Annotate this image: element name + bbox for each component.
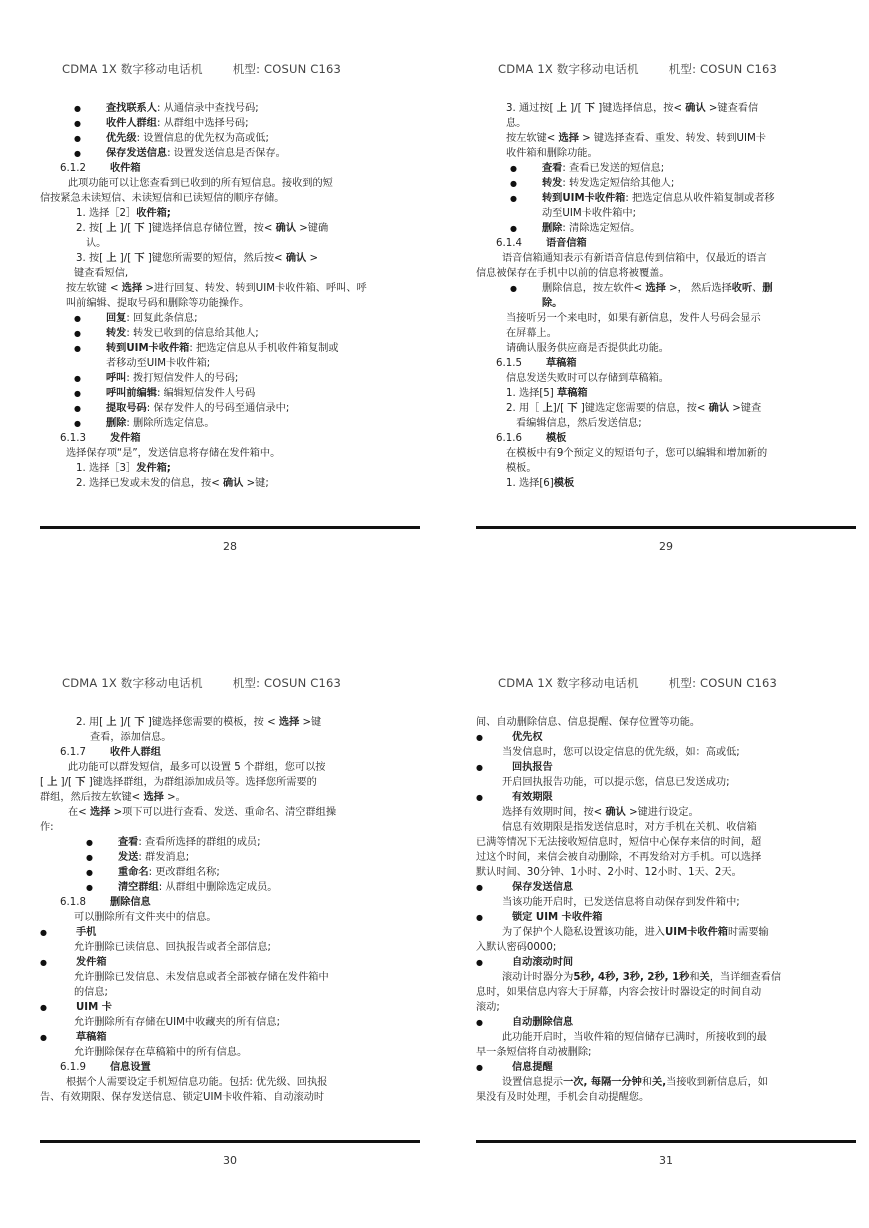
section-heading: 6.1.5 草稿箱 <box>496 358 577 369</box>
list-item-text: 的信息; <box>74 987 108 998</box>
step-line: 2. 按[ 上 ]/[ 下 ]键选择信息存储位置，按< 确认 >键确 <box>76 223 329 234</box>
list-item: ● 查看: 查看所选择的群组的成员; <box>40 835 422 850</box>
page-number: 28 <box>223 540 237 553</box>
list-item: ● 转发: 转发选定短信给其他人; <box>476 176 858 191</box>
step-line: 1. 选择[5] 草稿箱 <box>506 388 588 399</box>
list-item: ● 自动删除信息 <box>476 1015 858 1030</box>
paragraph-line: 请确认服务供应商是否提供此功能。 <box>506 343 669 354</box>
list-item: ● 重命名: 更改群组名称; <box>40 865 422 880</box>
list-item-text: 设置信息提示一次, 每隔一分钟和关,当接收到新信息后，如 <box>502 1077 768 1088</box>
paragraph-line: [ 上 ]/[ 下 ]键选择群组，为群组添加成员等。选择您所需要的 <box>40 777 317 788</box>
paragraph-line: 当接听另一个来电时，如果有新信息，发件人号码会显示 <box>506 313 761 324</box>
list-item-continuation: 动至UIM卡收件箱中; <box>542 208 636 219</box>
step-line: 看编辑信息，然后发送信息; <box>516 418 642 429</box>
list-item: ● 回执报告 <box>476 760 858 775</box>
page-header <box>498 62 777 77</box>
list-item: ● 清空群组: 从群组中删除选定成员。 <box>40 880 422 895</box>
paragraph-line: 在模板中有9个预定义的短语句子，您可以编辑和增加新的 <box>506 448 768 459</box>
page-content <box>40 715 422 1105</box>
header-model: 机型: COSUN C163 <box>232 676 342 690</box>
paragraph-line: 语音信箱通知表示有新语音信息传到信箱中，仅最近的语言 <box>502 253 767 264</box>
paragraph-line: 告、有效期限、保存发送信息、锁定UIM卡收件箱、自动滚动时 <box>40 1092 325 1103</box>
page-content <box>40 101 422 491</box>
section-heading: 6.1.3 发件箱 <box>60 433 141 444</box>
paragraph-line: 收件箱和删除功能。 <box>506 148 598 159</box>
section-heading: 6.1.2 收件箱 <box>60 163 141 174</box>
list-item-text: 当该功能开启时，已发送信息将自动保存到发件箱中; <box>502 897 740 908</box>
step-line: 键查看短信, <box>74 268 129 279</box>
section-heading: 6.1.4 语音信箱 <box>496 238 587 249</box>
list-item: ● 提取号码: 保存发件人的号码至通信录中; <box>40 401 422 416</box>
list-item: ● 保存发送信息 <box>476 880 858 895</box>
list-item-text: 允许删除已读信息、回执报告或者全部信息; <box>74 942 271 953</box>
paragraph-line: 间、自动删除信息、信息提醒、保存位置等功能。 <box>476 717 701 728</box>
header-title: CDMA 1X 数字移动电话机 <box>62 62 203 76</box>
list-item: ● 转到UIM卡收件箱: 把选定信息从手机收件箱复制或 <box>40 341 422 356</box>
paragraph-line: 早一条短信将自动被删除; <box>476 1047 592 1058</box>
list-item-text: 允许删除所有存储在UIM中收藏夹的所有信息; <box>74 1017 281 1028</box>
paragraph-line: 叫前编辑、提取号码和删除等功能操作。 <box>66 298 250 309</box>
list-item-continuation: 者移动至UIM卡收件箱; <box>106 358 211 369</box>
header-model: 机型: COSUN C163 <box>668 676 778 690</box>
page-content <box>476 101 858 491</box>
list-item: ● 删除: 清除选定短信。 <box>476 221 858 236</box>
list-item: ● 有效期限 <box>476 790 858 805</box>
section-heading: 6.1.8 删除信息 <box>60 897 151 908</box>
list-item: ● 呼叫: 拨打短信发件人的号码; <box>40 371 422 386</box>
list-item: ● 查找联系人: 从通信录中查找号码; <box>40 101 422 116</box>
section-heading: 6.1.9 信息设置 <box>60 1062 151 1073</box>
page-header <box>498 676 777 691</box>
paragraph-line: 入默认密码0000; <box>476 942 557 953</box>
footer-rule <box>476 526 856 529</box>
paragraph-line: 信息发送失败时可以存储到草稿箱。 <box>506 373 669 384</box>
paragraph-line: 在< 选择 >项下可以进行查看、发送、重命名、清空群组操 <box>68 807 337 818</box>
paragraph-line: 模板。 <box>506 463 537 474</box>
list-item: ● 保存发送信息: 设置发送信息是否保存。 <box>40 146 422 161</box>
list-item: ● 转到UIM卡收件箱: 把选定信息从收件箱复制或者移 <box>476 191 858 206</box>
list-item-text: 此功能开启时，当收件箱的短信储存已满时，所接收到的最 <box>502 1032 767 1043</box>
footer-rule <box>476 1140 856 1143</box>
step-line: 3. 按[ 上 ]/[ 下 ]键您所需要的短信，然后按< 确认 > <box>76 253 318 264</box>
list-item: ● 手机 <box>40 925 422 940</box>
header-model: 机型: COSUN C163 <box>232 62 342 76</box>
list-item: ● 查看: 查看已发送的短信息; <box>476 161 858 176</box>
page-number: 31 <box>659 1154 673 1167</box>
list-item: ● 转发: 转发已收到的信息给其他人; <box>40 326 422 341</box>
step-line: 认。 <box>86 238 107 249</box>
paragraph-line: 按左软键< 选择 > 键选择查看、重发、转发、转到UIM卡 <box>506 133 766 144</box>
page-header <box>62 62 341 77</box>
page-header <box>62 676 341 691</box>
list-item: ● 收件人群组: 从群组中选择号码; <box>40 116 422 131</box>
list-item-text: 允许删除已发信息、未发信息或者全部被存储在发件箱中 <box>74 972 329 983</box>
page-content <box>476 715 858 1105</box>
paragraph-line: 此项功能可以让您查看到已收到的所有短信息。接收到的短 <box>68 178 333 189</box>
section-heading: 6.1.7 收件人群组 <box>60 747 161 758</box>
header-model: 机型: COSUN C163 <box>668 62 778 76</box>
list-item-text: 允许删除保存在草稿箱中的所有信息。 <box>74 1047 248 1058</box>
section-heading: 6.1.6 模板 <box>496 433 567 444</box>
paragraph-line: 在屏幕上。 <box>506 328 557 339</box>
list-item: ● 发送: 群发消息; <box>40 850 422 865</box>
list-item: ● 锁定 UIM 卡收件箱 <box>476 910 858 925</box>
header-title: CDMA 1X 数字移动电话机 <box>62 676 203 690</box>
step-line: 1. 选择［3］发件箱; <box>76 463 171 474</box>
footer-rule <box>40 526 420 529</box>
list-item: ● 信息提醒 <box>476 1060 858 1075</box>
paragraph-line: 信息有效期限是指发送信息时，对方手机在关机、收信箱 <box>502 822 757 833</box>
paragraph-line: 过这个时间，来信会被自动删除，不再发给对方手机。可以选择 <box>476 852 762 863</box>
paragraph-line: 默认时间、30分钟、1小时、2小时、12小时、1天、2天。 <box>476 867 742 878</box>
paragraph-line: 信按紧急未读短信、未读短信和已读短信的顺序存储。 <box>40 193 285 204</box>
step-line: 3. 通过按[ 上 ]/[ 下 ]键选择信息，按< 确认 >键查看信 <box>506 103 759 114</box>
list-item-text: 选择有效期时间，按< 确认 >键进行设定。 <box>502 807 699 818</box>
list-item: ● 优先权 <box>476 730 858 745</box>
step-line: 2. 用［ 上]/[ 下 ]键选定您需要的信息，按< 确认 >键查 <box>506 403 762 414</box>
paragraph-line: 根据个人需要设定手机短信息功能。包括: 优先级、回执报 <box>66 1077 328 1088</box>
paragraph-line: 可以删除所有文件夹中的信息。 <box>74 912 217 923</box>
paragraph-line: 已满等情况下无法接收短信息时，短信中心保存来信的时间，超 <box>476 837 762 848</box>
header-title: CDMA 1X 数字移动电话机 <box>498 676 639 690</box>
list-item-text: 滚动计时器分为5秒, 4秒, 3秒, 2秒, 1秒和关，当详细查看信 <box>502 972 782 983</box>
list-item: ● 草稿箱 <box>40 1030 422 1045</box>
list-item: ● 自动滚动时间 <box>476 955 858 970</box>
paragraph-line: 果没有及时处理，手机会自动提醒您。 <box>476 1092 650 1103</box>
paragraph-line: 作: <box>40 822 54 833</box>
footer-rule <box>40 1140 420 1143</box>
list-item: ● 发件箱 <box>40 955 422 970</box>
paragraph-line: 群组，然后按左软键< 选择 >。 <box>40 792 186 803</box>
paragraph-line: 按左软键 < 选择 >进行回复、转发、转到UIM卡收件箱、呼叫、呼 <box>66 283 367 294</box>
step-line: 2. 用[ 上 ]/[ 下 ]键选择您需要的模板，按 < 选择 >键 <box>76 717 322 728</box>
list-item-text: 开启回执报告功能，可以提示您，信息已发送成功; <box>502 777 730 788</box>
step-line: 息。 <box>506 118 527 129</box>
list-item-text: 为了保护个人隐私设置该功能，进入UIM卡收件箱时需要输 <box>502 927 769 938</box>
list-item: ● 删除信息，按左软件< 选择 >， 然后选择收听、删 <box>476 281 858 296</box>
step-line: 查看，添加信息。 <box>90 732 172 743</box>
step-line: 1. 选择[6]模板 <box>506 478 575 489</box>
list-item-continuation: 除。 <box>542 298 563 309</box>
header-title: CDMA 1X 数字移动电话机 <box>498 62 639 76</box>
paragraph-line: 选择保存项“是”，发送信息将存储在发件箱中。 <box>66 448 281 459</box>
list-item: ● 呼叫前编辑: 编辑短信发件人号码 <box>40 386 422 401</box>
page-number: 30 <box>223 1154 237 1167</box>
list-item: ● 删除: 删除所选定信息。 <box>40 416 422 431</box>
page-number: 29 <box>659 540 673 553</box>
paragraph-line: 滚动; <box>476 1002 500 1013</box>
list-item: ● UIM 卡 <box>40 1000 422 1015</box>
list-item-text: 当发信息时，您可以设定信息的优先级，如：高或低; <box>502 747 740 758</box>
paragraph-line: 信息被保存在手机中以前的信息将被覆盖。 <box>476 268 670 279</box>
step-line: 2. 选择已发或未发的信息，按< 确认 >键; <box>76 478 269 489</box>
list-item: ● 优先级: 设置信息的优先权为高或低; <box>40 131 422 146</box>
list-item: ● 回复: 回复此条信息; <box>40 311 422 326</box>
paragraph-line: 息时，如果信息内容大于屏幕，内容会按计时器设定的时间自动 <box>476 987 762 998</box>
step-line: 1. 选择［2］收件箱; <box>76 208 171 219</box>
paragraph-line: 此功能可以群发短信，最多可以设置 5 个群组，您可以按 <box>68 762 326 773</box>
